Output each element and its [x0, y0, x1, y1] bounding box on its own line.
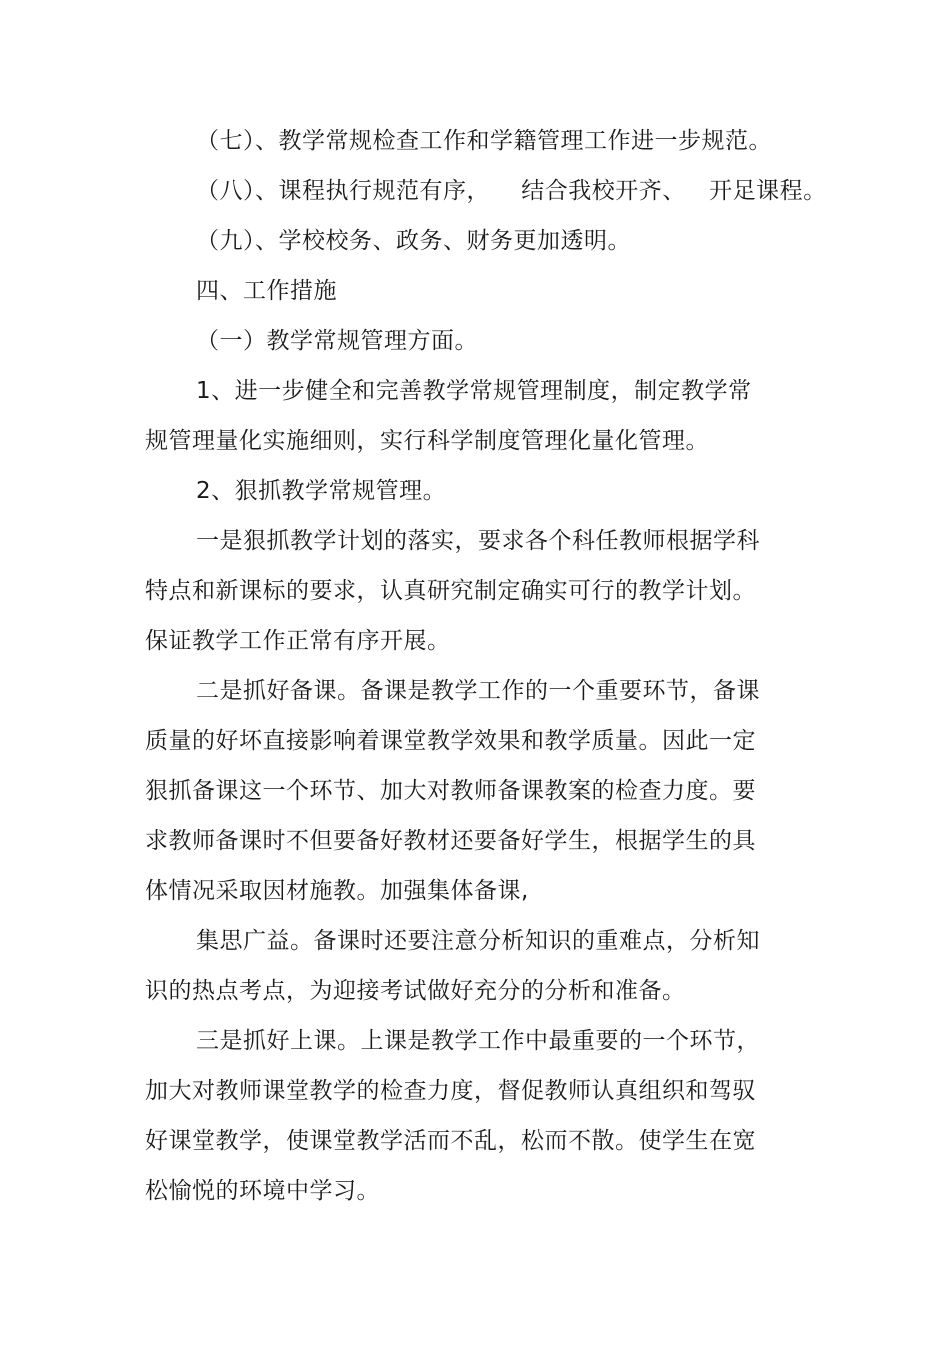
section-heading: 四、工作措施 — [196, 278, 337, 304]
paragraph-line: 识的热点考点，为迎接考试做好充分的分析和准备。 — [145, 978, 686, 1004]
subsection-heading: （一）教学常规管理方面。 — [196, 328, 478, 354]
paragraph-line: （七）、教学常规检查工作和学籍管理工作进一步规范。 — [196, 128, 772, 154]
paragraph-line: 好课堂教学，使课堂教学活而不乱，松而不散。使学生在宽 — [145, 1128, 756, 1154]
paragraph-line: 求教师备课时不但要备好教材还要备好学生，根据学生的具 — [145, 828, 756, 854]
paragraph-line: （九）、学校校务、政务、财务更加透明。 — [196, 228, 631, 254]
paragraph-line: 体情况采取因材施教。加强集体备课, — [145, 878, 529, 904]
paragraph-line: 集思广益。备课时还要注意分析知识的重难点，分析知 — [196, 928, 760, 954]
paragraph-line: 规管理量化实施细则，实行科学制度管理化量化管理。 — [145, 428, 709, 454]
paragraph-line: 二是抓好备课。备课是教学工作的一个重要环节，备课 — [196, 678, 760, 704]
paragraph-line: （八）、课程执行规范有序， 结合我校开齐、 开足课程。 — [196, 178, 827, 204]
paragraph-line: 加大对教师课堂教学的检查力度，督促教师认真组织和驾驭 — [145, 1078, 756, 1104]
paragraph-line: 三是抓好上课。上课是教学工作中最重要的一个环节， — [196, 1028, 760, 1054]
paragraph-line: 狠抓备课这一个环节、加大对教师备课教案的检查力度。要 — [145, 778, 756, 804]
paragraph-line: 松愉悦的环境中学习。 — [145, 1178, 380, 1204]
paragraph-line: 特点和新课标的要求，认真研究制定确实可行的教学计划。 — [145, 578, 756, 604]
paragraph-line: 质量的好坏直接影响着课堂教学效果和教学质量。因此一定 — [145, 728, 756, 754]
paragraph-line: 保证教学工作正常有序开展。 — [145, 628, 451, 654]
paragraph-line: 一是狠抓教学计划的落实，要求各个科任教师根据学科 — [196, 528, 760, 554]
paragraph-line: 2、狠抓教学常规管理。 — [196, 478, 447, 504]
paragraph-line: 1、进一步健全和完善教学常规管理制度，制定教学常 — [196, 378, 752, 404]
